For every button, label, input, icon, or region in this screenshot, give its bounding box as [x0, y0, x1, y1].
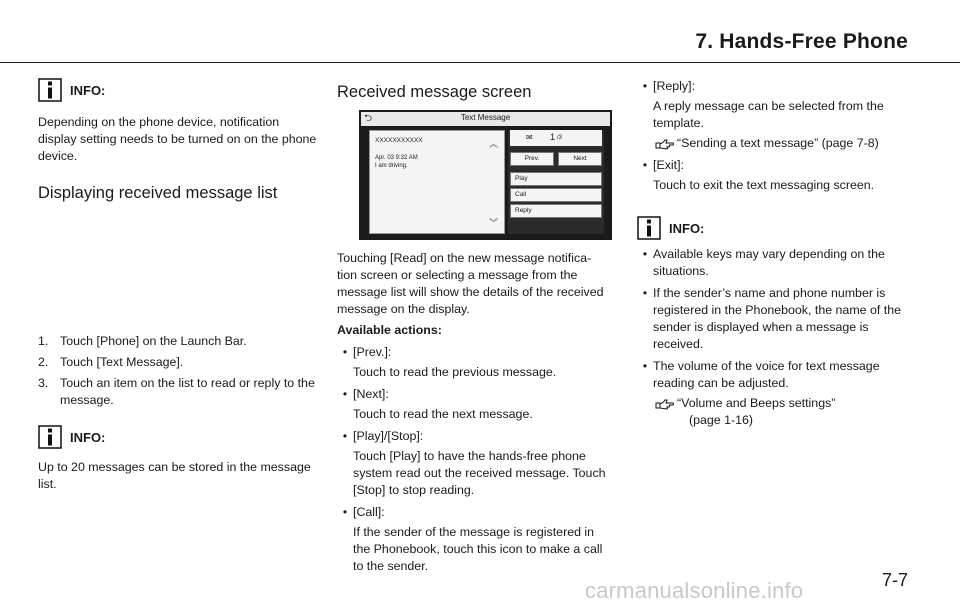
- list-item: [337, 428, 611, 499]
- back-icon: ⮌: [364, 113, 373, 124]
- info-heading: [637, 216, 913, 240]
- prev-button: Prev.: [510, 152, 554, 166]
- info-list: [637, 246, 913, 429]
- list-item: [337, 386, 611, 423]
- bullet: •: [642, 247, 648, 261]
- available-actions-label: Available actions:: [337, 323, 442, 337]
- next-button: Next: [558, 152, 602, 166]
- reply-button: Reply: [510, 204, 602, 218]
- page-reference: [653, 395, 913, 429]
- column-right: [637, 78, 913, 429]
- step-text: Touch [Text Message].: [60, 355, 184, 369]
- list-item: [637, 157, 913, 194]
- message-box: [369, 130, 505, 234]
- step-item: [38, 354, 318, 371]
- reference-text: “Sending a text message” (page 7-8): [677, 136, 879, 150]
- list-item: [637, 358, 913, 429]
- screen-illustration: [359, 110, 612, 240]
- message-date: Apr. 03 9:32 AM: [375, 155, 418, 161]
- action-title: [Reply]:: [653, 79, 696, 93]
- page-number: 7-7: [881, 570, 908, 590]
- watermark: carmanualsonline.info: [585, 578, 804, 603]
- step-number: 3.: [38, 376, 49, 390]
- chevron-up-icon: ︽: [488, 139, 498, 149]
- action-desc: A reply message can be selected from the template.: [653, 99, 884, 130]
- steps-list: [38, 333, 318, 409]
- page-reference: [653, 135, 913, 152]
- action-desc: Touch to read the next message.: [353, 407, 533, 421]
- message-body: I am driving.: [375, 163, 408, 169]
- info-icon: [38, 425, 62, 449]
- step-text: Touch an item on the list to read or reply to the message.: [60, 376, 315, 407]
- info-heading: [38, 425, 318, 449]
- screen-title-bar: [361, 112, 610, 126]
- info-label: INFO:: [669, 220, 705, 236]
- bullet: •: [342, 345, 348, 359]
- list-item: [637, 285, 913, 353]
- info-icon: [38, 78, 62, 102]
- actions-list: [637, 78, 913, 194]
- step-item: [38, 375, 318, 409]
- action-desc: Touch [Play] to have the hands-free phone system read out the received message. Touch [Stop] to stop reading.: [353, 449, 606, 497]
- info-item-text: If the sender’s name and phone number is registered in the Phonebook, the name of the sender is displayed when a message is received.: [653, 286, 901, 351]
- step-text: Touch [Phone] on the Launch Bar.: [60, 334, 247, 348]
- reference-page: (page 1-16): [689, 413, 754, 427]
- bullet: •: [642, 359, 648, 373]
- info-text: Up to 20 messages can be stored in the message list.: [38, 460, 311, 491]
- chevron-down-icon: ︾: [488, 218, 498, 228]
- screen-side-panel: [508, 130, 604, 234]
- action-title: [Exit]:: [653, 158, 684, 172]
- info-heading: [38, 78, 318, 102]
- action-desc: Touch to read the previous message.: [353, 365, 557, 379]
- header-rule: [0, 62, 960, 63]
- list-item: [337, 504, 611, 575]
- bullet: •: [342, 429, 348, 443]
- reference-text: “Volume and Beeps settings”: [677, 396, 836, 410]
- list-item: [337, 344, 611, 381]
- section-title: Displaying received message list: [38, 184, 278, 202]
- info-item-text: Available keys may vary depending on the situations.: [653, 247, 885, 278]
- info-text: Depending on the phone device, notification display setting needs to be turned on on the phone device.: [38, 115, 317, 163]
- screen-title: Text Message: [460, 113, 511, 122]
- actions-list: [337, 344, 611, 575]
- pointing-hand-icon: [655, 137, 675, 151]
- list-item: [637, 78, 913, 152]
- info-icon: [637, 216, 661, 240]
- info-label: INFO:: [70, 82, 106, 98]
- action-title: [Call]:: [353, 505, 385, 519]
- description-text: Touching [Read] on the new message notifica-tion screen or selecting a message from the message list will show the details of the received message on the display.: [337, 251, 604, 316]
- bullet: •: [642, 79, 648, 93]
- call-button: Call: [510, 188, 602, 202]
- pointing-hand-icon: [655, 397, 675, 411]
- action-title: [Prev.]:: [353, 345, 392, 359]
- envelope-icon: ✉: [526, 133, 533, 142]
- step-item: [38, 333, 318, 350]
- bullet: •: [642, 286, 648, 300]
- bullet: •: [642, 158, 648, 172]
- step-number: 1.: [38, 334, 49, 348]
- action-title: [Next]:: [353, 387, 389, 401]
- counter-total: /3: [557, 135, 563, 141]
- info-label: INFO:: [70, 429, 106, 445]
- bullet: •: [342, 505, 348, 519]
- action-desc: If the sender of the message is registered in the Phonebook, touch this icon to make a call to the sender.: [353, 525, 603, 573]
- message-counter: [510, 130, 602, 146]
- play-button: Play: [510, 172, 602, 186]
- column-middle: [337, 78, 611, 575]
- info-item-text: The volume of the voice for text message reading can be adjusted.: [653, 359, 880, 390]
- action-title: [Play]/[Stop]:: [353, 429, 424, 443]
- sender-name: XXXXXXXXXXX: [375, 137, 423, 144]
- step-number: 2.: [38, 355, 49, 369]
- list-item: [637, 246, 913, 280]
- action-desc: Touch to exit the text messaging screen.: [653, 178, 875, 192]
- section-title: Received message screen: [337, 83, 532, 101]
- column-left: [38, 78, 318, 493]
- bullet: •: [342, 387, 348, 401]
- counter-current: 1: [550, 132, 556, 142]
- chapter-title: 7. Hands-Free Phone: [695, 30, 908, 53]
